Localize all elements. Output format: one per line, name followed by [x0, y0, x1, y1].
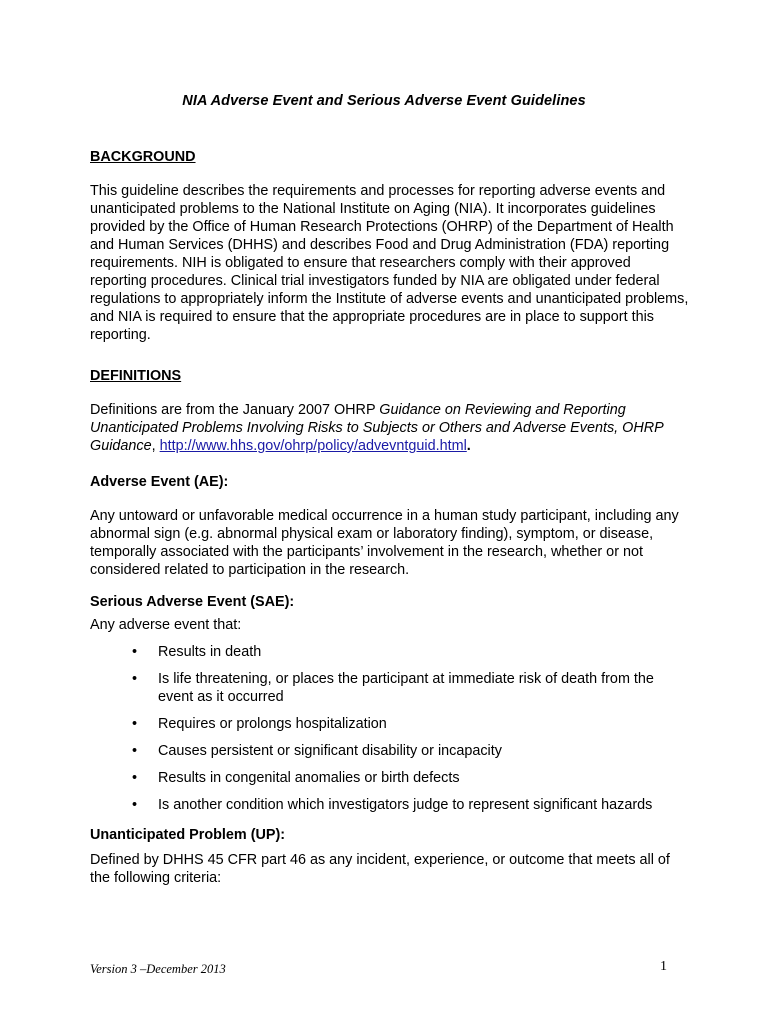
adverse-event-heading: Adverse Event (AE): [90, 474, 229, 490]
sae-criteria-list [90, 643, 690, 814]
background-heading: BACKGROUND [90, 149, 196, 165]
adverse-event-paragraph: Any untoward or unfavorable medical occurrence in a human study participant, including any abnormal sign (e.g. abnormal physical exam or laboratory finding), symptom, or disease, temporally associated with the participants’ involvement in the research, whether or not considered related to participation in the research. [90, 508, 679, 578]
sae-heading-text: Serious Adverse Event (SAE): [90, 594, 295, 610]
list-item [90, 769, 690, 787]
list-item [90, 643, 690, 661]
list-item-text: Causes persistent or significant disability or incapacity [158, 743, 502, 759]
bullet-icon: • [132, 743, 138, 759]
bullet-icon: • [132, 644, 138, 660]
list-item [90, 715, 690, 733]
list-item-text: Is another condition which investigators judge to represent significant hazards [158, 797, 653, 813]
list-item [90, 670, 690, 706]
serious-adverse-event-heading [90, 593, 690, 611]
bullet-icon: • [132, 716, 138, 732]
definitions-intro-title: Guidance on Reviewing and Reporting Unanticipated Problems Involving Risks to Subjects or Others and Adverse Events, OHRP Guidance [90, 402, 664, 454]
document-body [90, 148, 690, 887]
sae-intro: Any adverse event that: [90, 617, 242, 633]
background-paragraph: This guideline describes the requirements and processes for reporting adverse events and unanticipated problems to the National Institute on Aging (NIA). It incorporates guidelines provided by the Office of Human Research Protections (OHRP) of the Department of Health and Human Services (DHHS) and describes Food and Drug Administration (FDA) reporting requirements. NIH is obligated to ensure that researchers comply with their approved reporting procedures. Clinical trial investigators funded by NIA are obligated under federal regulations to appropriately inform the Institute of adverse events and unanticipated problems, and NIA is required to ensure that the appropriate procedures are in place to support this reporting. [90, 183, 689, 343]
definitions-heading-text: DEFINITIONS [90, 368, 182, 384]
list-item [90, 742, 690, 760]
list-item-text: Results in death [158, 644, 262, 660]
document-title: NIA Adverse Event and Serious Adverse Event Guidelines [182, 93, 586, 109]
bullet-icon: • [132, 797, 138, 813]
list-item-text: Results in congenital anomalies or birth defects [158, 770, 460, 786]
unanticipated-problem-paragraph: Defined by DHHS 45 CFR part 46 as any incident, experience, or outcome that meets all of the following criteria: [90, 852, 670, 886]
list-item [90, 796, 690, 814]
definitions-intro-comma: , [151, 438, 160, 454]
ohrp-guidance-link[interactable]: http://www.hhs.gov/ohrp/policy/advevntguid.html [159, 438, 467, 454]
definitions-intro [90, 401, 690, 455]
list-item-text: Is life threatening, or places the participant at immediate risk of death from the event as it occurred [158, 671, 654, 705]
definitions-intro-suffix: . [466, 438, 471, 454]
bullet-icon: • [132, 770, 138, 786]
footer-version: Version 3 –December 2013 [90, 962, 226, 976]
page-number: 1 [660, 959, 667, 974]
list-item-text: Requires or prolongs hospitalization [158, 716, 387, 732]
unanticipated-problem-heading: Unanticipated Problem (UP): [90, 827, 286, 843]
definitions-heading [90, 367, 690, 385]
definitions-intro-prefix: Definitions are from the January 2007 OHRP [90, 402, 380, 418]
bullet-icon: • [132, 671, 138, 687]
